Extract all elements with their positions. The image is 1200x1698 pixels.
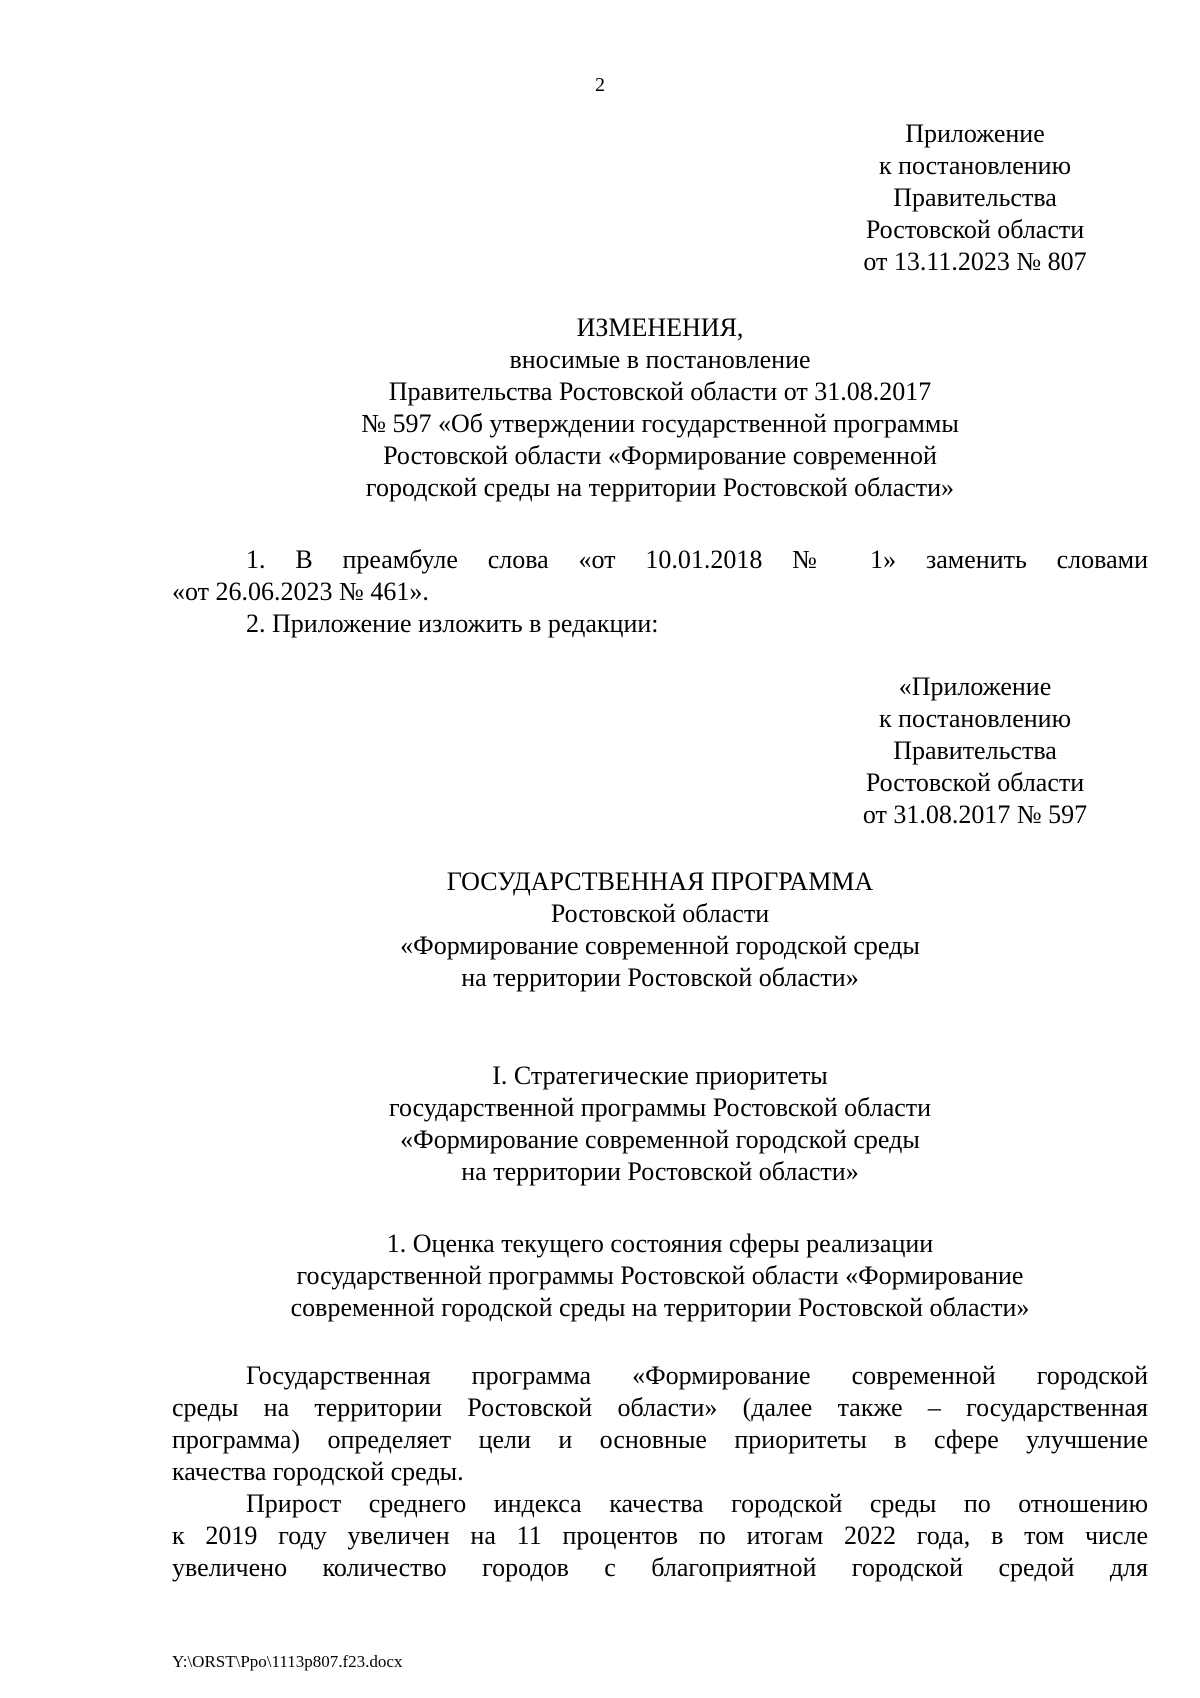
appendix-quoted-line: «Приложение	[898, 672, 1052, 701]
changes-title-line: Ростовской области «Формирование современной	[383, 441, 937, 470]
appendix-quoted	[795, 671, 1155, 831]
changes-title-line: № 597 «Об утверждении государственной программы	[361, 409, 959, 438]
body-paragraph-1-line: Государственная программа «Формирование современной городской	[246, 1361, 1148, 1390]
changes-title-line: ИЗМЕНЕНИЯ,	[576, 313, 744, 342]
changes-title-line: городской среды на территории Ростовской области»	[365, 473, 955, 502]
program-title	[170, 866, 1150, 994]
appendix-header-line: Ростовской области	[865, 215, 1085, 244]
changes-title-line: вносимые в постановление	[509, 345, 811, 374]
appendix-header-line: от 13.11.2023 № 807	[863, 247, 1087, 276]
section-title-line: на территории Ростовской области»	[461, 1157, 859, 1186]
subsection-title-line: государственной программы Ростовской области «Формирование	[296, 1261, 1024, 1290]
appendix-header-line: Приложение	[905, 119, 1045, 148]
section-title	[170, 1060, 1150, 1188]
program-title-line: ГОСУДАРСТВЕННАЯ ПРОГРАММА	[446, 867, 874, 896]
footer-file-path: Y:\ORST\Ppo\1113p807.f23.docx	[172, 1652, 403, 1671]
body-paragraph-1-line: программа) определяет цели и основные приоритеты в сфере улучшение	[172, 1425, 1148, 1454]
body-paragraph-2	[172, 1488, 1148, 1584]
item-1-paragraph	[172, 544, 1148, 608]
item-1-line: «от 26.06.2023 № 461».	[172, 577, 429, 606]
program-title-line: Ростовской области	[550, 899, 770, 928]
appendix-quoted-line: к постановлению	[878, 704, 1072, 733]
item-2-paragraph	[172, 608, 1148, 640]
body-paragraph-1-line: среды на территории Ростовской области» (далее также – государственная	[172, 1393, 1148, 1422]
appendix-quoted-line: от 31.08.2017 № 597	[862, 800, 1088, 829]
appendix-header	[795, 118, 1155, 278]
body-paragraph-1-line: качества городской среды.	[172, 1457, 464, 1486]
program-title-line: «Формирование современной городской среды	[400, 931, 920, 960]
item-1-line: 1. В преамбуле слова «от 10.01.2018 № 1» заменить словами	[246, 545, 1148, 574]
appendix-quoted-line: Ростовской области	[865, 768, 1085, 797]
page-number: 2	[595, 74, 605, 96]
changes-title-line: Правительства Ростовской области от 31.08.2017	[388, 377, 932, 406]
section-title-line: «Формирование современной городской среды	[400, 1125, 920, 1154]
item-2-line: 2. Приложение изложить в редакции:	[246, 609, 659, 638]
appendix-header-line: Правительства	[893, 183, 1057, 212]
subsection-title-line: современной городской среды на территории Ростовской области»	[290, 1293, 1030, 1322]
body-paragraph-2-line: к 2019 году увеличен на 11 процентов по итогам 2022 года, в том числе	[172, 1521, 1148, 1550]
body-paragraph-2-line: увеличено количество городов с благоприятной городской средой для	[172, 1553, 1148, 1582]
subsection-title-line: 1. Оценка текущего состояния сферы реализации	[386, 1229, 934, 1258]
appendix-header-line: к постановлению	[878, 151, 1072, 180]
program-title-line: на территории Ростовской области»	[461, 963, 859, 992]
body-paragraph-2-line: Прирост среднего индекса качества городской среды по отношению	[246, 1489, 1148, 1518]
section-title-line: государственной программы Ростовской области	[388, 1093, 932, 1122]
subsection-title	[170, 1228, 1150, 1324]
body-paragraph-1	[172, 1360, 1148, 1488]
section-title-line: I. Стратегические приоритеты	[492, 1061, 828, 1090]
changes-title	[170, 312, 1150, 504]
appendix-quoted-line: Правительства	[893, 736, 1057, 765]
